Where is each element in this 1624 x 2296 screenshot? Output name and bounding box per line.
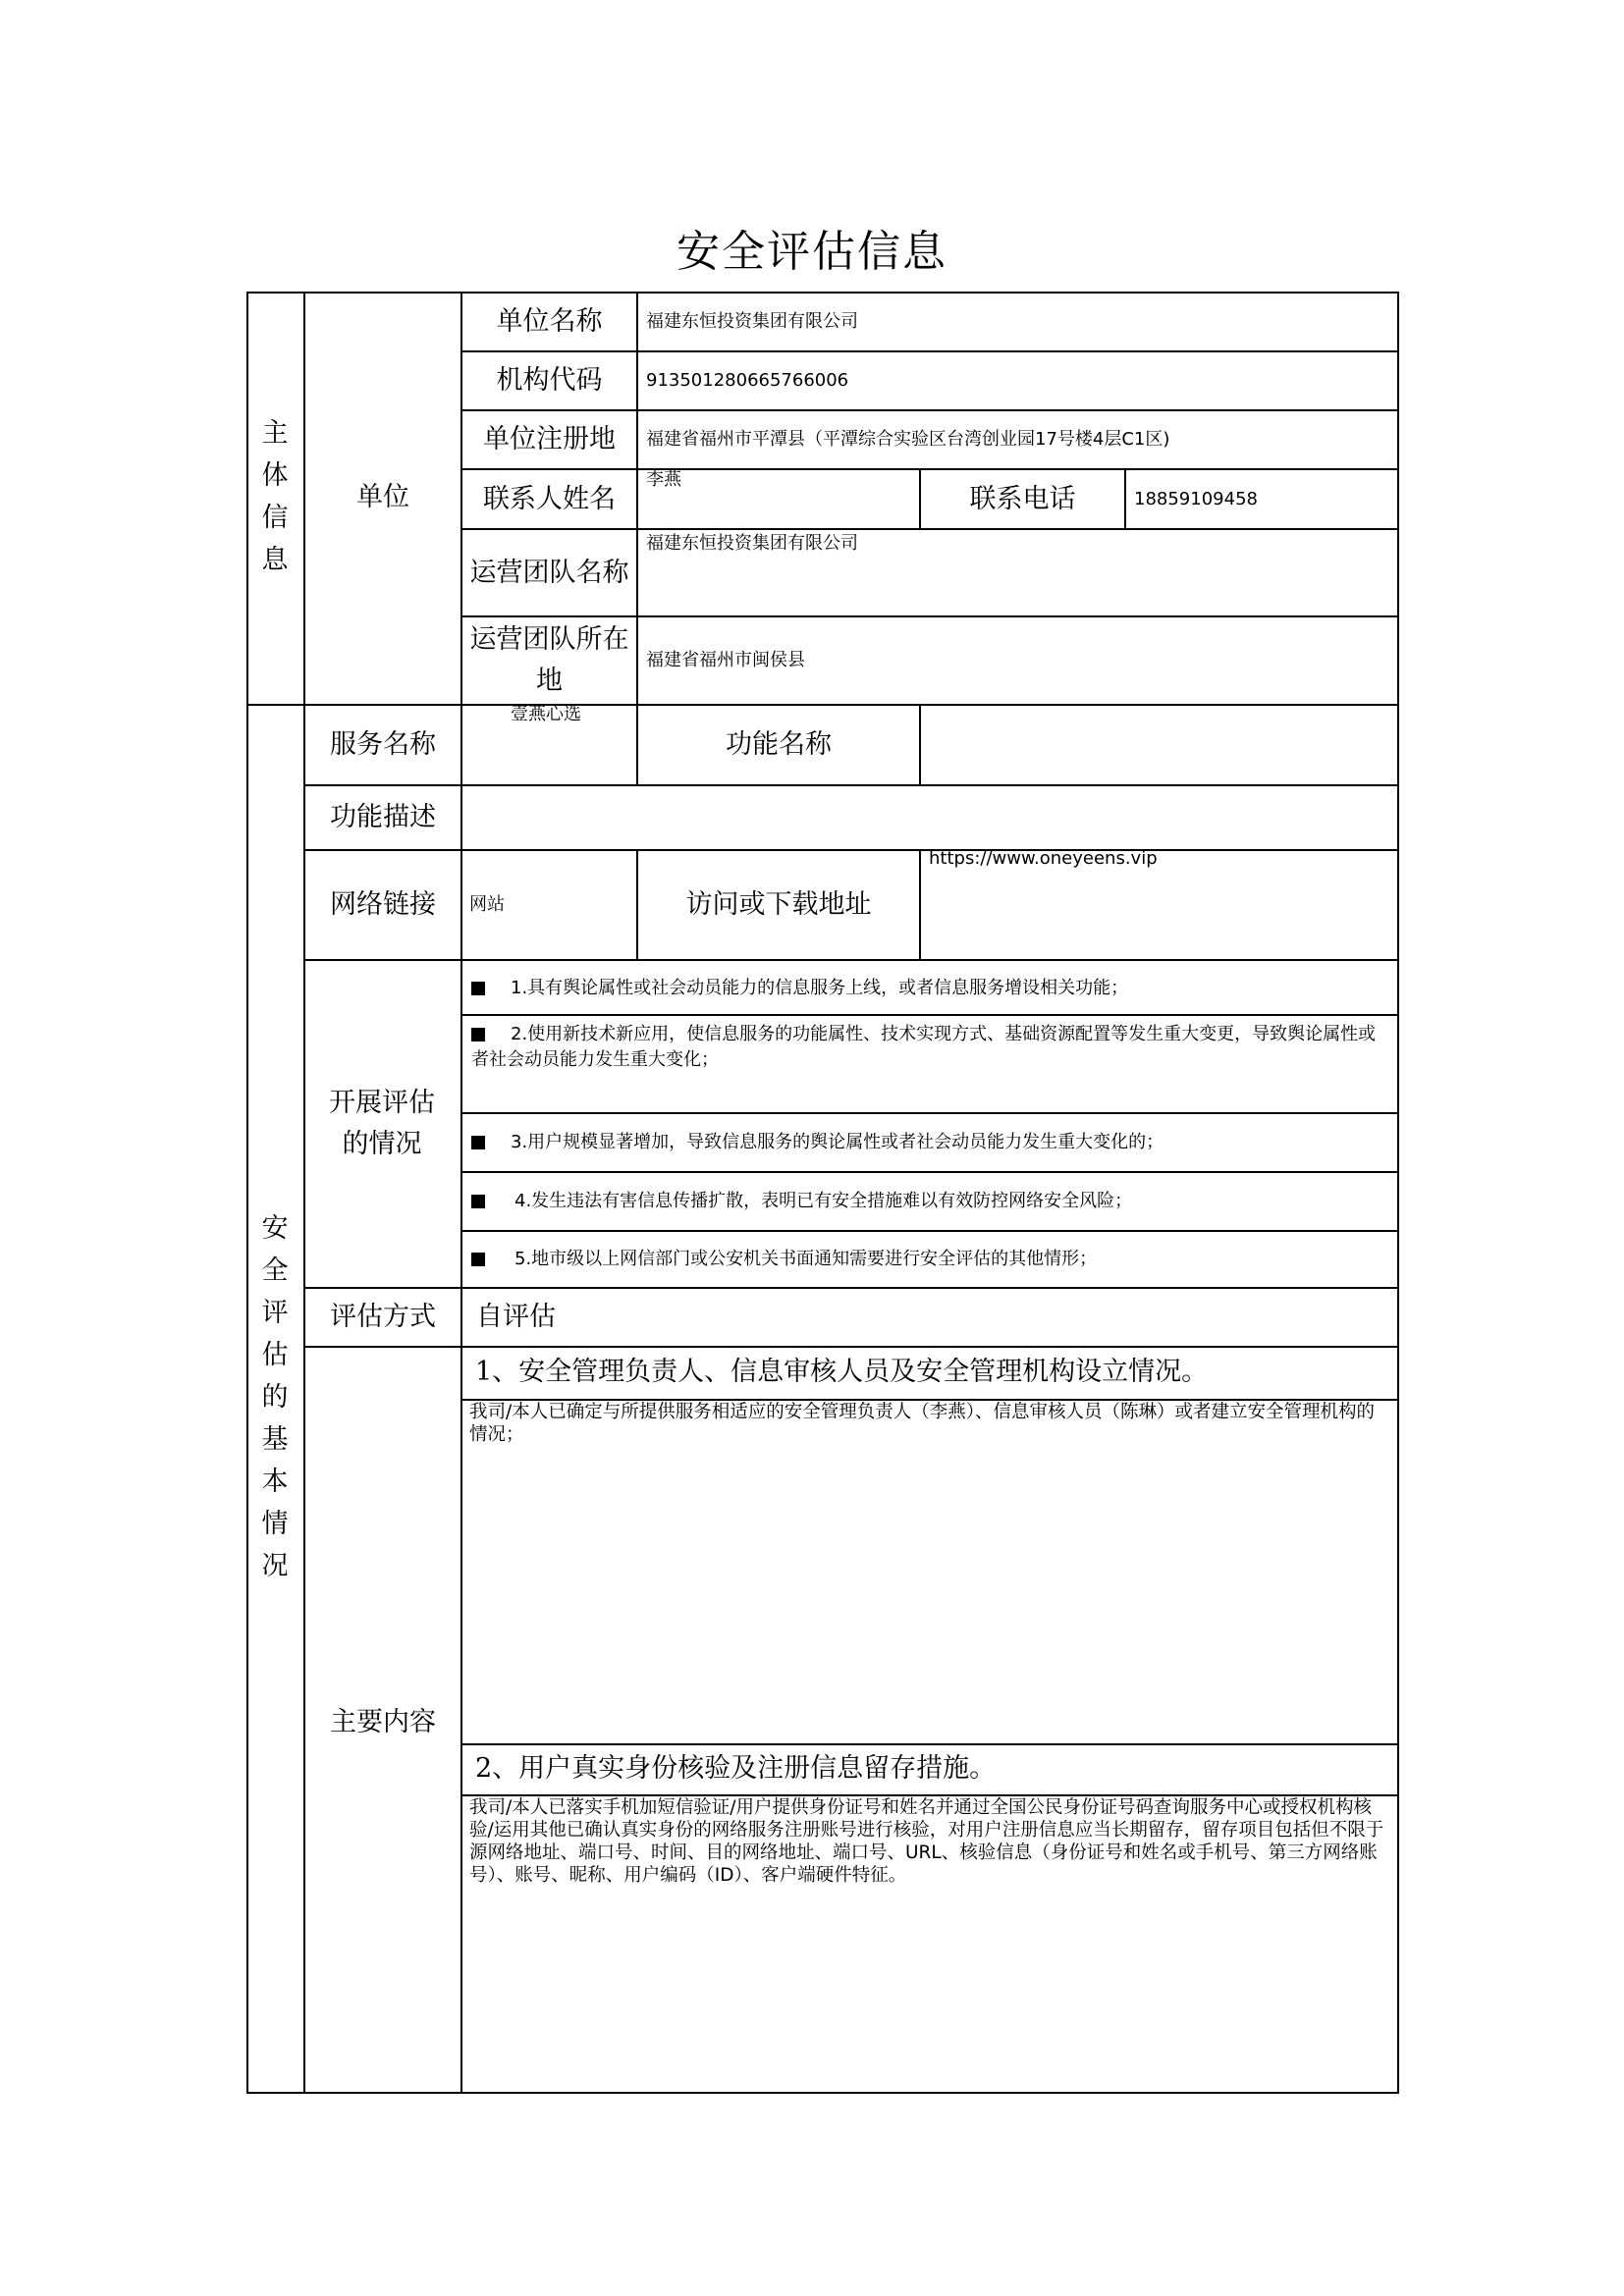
team-name-label: 运营团队名称 xyxy=(469,557,629,588)
situation-option-2 xyxy=(471,1022,1384,1073)
function-desc-label: 功能描述 xyxy=(330,802,436,832)
unit-name-label: 单位名称 xyxy=(496,306,603,337)
checked-square-icon xyxy=(471,1136,485,1149)
function-name-value xyxy=(929,706,1390,784)
checked-square-icon xyxy=(471,1195,485,1208)
network-link-label: 网络链接 xyxy=(330,889,436,920)
section-security-assessment: 安全评估的基本情况 xyxy=(261,1213,289,1581)
content-item-2-text: 我司/本人已落实手机加短信验证/用户提供身份证号和姓名并通过全国公民身份证号码查询服务中心或授权机构核验/运用其他已确认真实身份的网络服务注册账号进行核验，对用户注册信息应当长期留存，留存项目包括但不限于源网络地址、端口号、时间、目的网络地址、端口号、URL、核验信息（身份证号和姓名或手机号、第三方网络账号）、账号、昵称、用户编码（ID）、客户端硬件特征。 xyxy=(469,1797,1384,1886)
content-item-2-title: 2、用户真实身份核验及注册信息留存措施。 xyxy=(475,1753,997,1784)
situation-option-3 xyxy=(471,1114,1384,1171)
page-title: 安全评估信息 xyxy=(677,227,947,277)
section-subject-info: 主体信息 xyxy=(261,418,289,575)
checked-square-icon xyxy=(471,982,485,995)
content-item-1-text: 我司/本人已确定与所提供服务相适应的安全管理负责人（李燕）、信息审核人员（陈琳）或者建立安全管理机构的情况； xyxy=(469,1402,1375,1445)
situation-text-4: 4.发生违法有害信息传播扩散，表明已有安全措施难以有效防控网络安全风险； xyxy=(514,1191,1133,1211)
service-name-label: 服务名称 xyxy=(330,729,436,760)
situation-option-5 xyxy=(471,1232,1384,1287)
org-code-label: 机构代码 xyxy=(496,365,603,396)
assessment-method-label: 评估方式 xyxy=(330,1302,436,1332)
org-code-value: 913501280665766006 xyxy=(646,370,849,391)
situation-text-2: 2.使用新技术新应用，使信息服务的功能属性、技术实现方式、基础资源配置等发生重大变更，导致舆论属性或者社会动员能力发生重大变化； xyxy=(471,1024,1377,1070)
situation-text-1: 1.具有舆论属性或社会动员能力的信息服务上线，或者信息服务增设相关功能； xyxy=(511,978,1129,998)
service-name-value: 壹燕心选 xyxy=(511,704,581,724)
function-desc-value xyxy=(469,786,1392,849)
unit-name-value: 福建东恒投资集团有限公司 xyxy=(646,311,858,332)
reg-address-value: 福建省福州市平潭县（平潭综合实验区台湾创业园17号楼4层C1区) xyxy=(646,429,1170,450)
phone-label: 联系电话 xyxy=(969,483,1076,514)
contact-name-value: 李燕 xyxy=(646,469,681,490)
situation-text-3: 3.用户规模显著增加，导致信息服务的舆论属性或者社会动员能力发生重大变化的； xyxy=(511,1132,1164,1152)
access-address-label: 访问或下载地址 xyxy=(685,889,872,920)
assessment-situation-label: 开展评估的情况 xyxy=(329,1088,435,1159)
team-name-value: 福建东恒投资集团有限公司 xyxy=(646,533,858,554)
access-url-value[interactable]: https://www.oneyeens.vip xyxy=(929,848,1158,869)
main-content-label: 主要内容 xyxy=(330,1707,436,1737)
team-location-label: 运营团队所在地 xyxy=(469,624,629,696)
situation-option-4 xyxy=(471,1173,1384,1230)
team-location-value: 福建省福州市闽侯县 xyxy=(646,650,805,670)
network-link-value: 网站 xyxy=(469,894,505,915)
section-unit: 单位 xyxy=(356,482,409,512)
reg-address-label: 单位注册地 xyxy=(483,424,616,454)
situation-text-5: 5.地市级以上网信部门或公安机关书面通知需要进行安全评估的其他情形； xyxy=(514,1249,1098,1269)
phone-value: 18859109458 xyxy=(1134,488,1258,509)
content-item-1-title: 1、安全管理负责人、信息审核人员及安全管理机构设立情况。 xyxy=(475,1357,1209,1387)
checked-square-icon xyxy=(471,1253,485,1266)
assessment-method-value: 自评估 xyxy=(476,1302,556,1332)
situation-option-1 xyxy=(471,963,1384,1014)
contact-name-label: 联系人姓名 xyxy=(483,483,616,514)
function-name-label: 功能名称 xyxy=(726,729,832,760)
